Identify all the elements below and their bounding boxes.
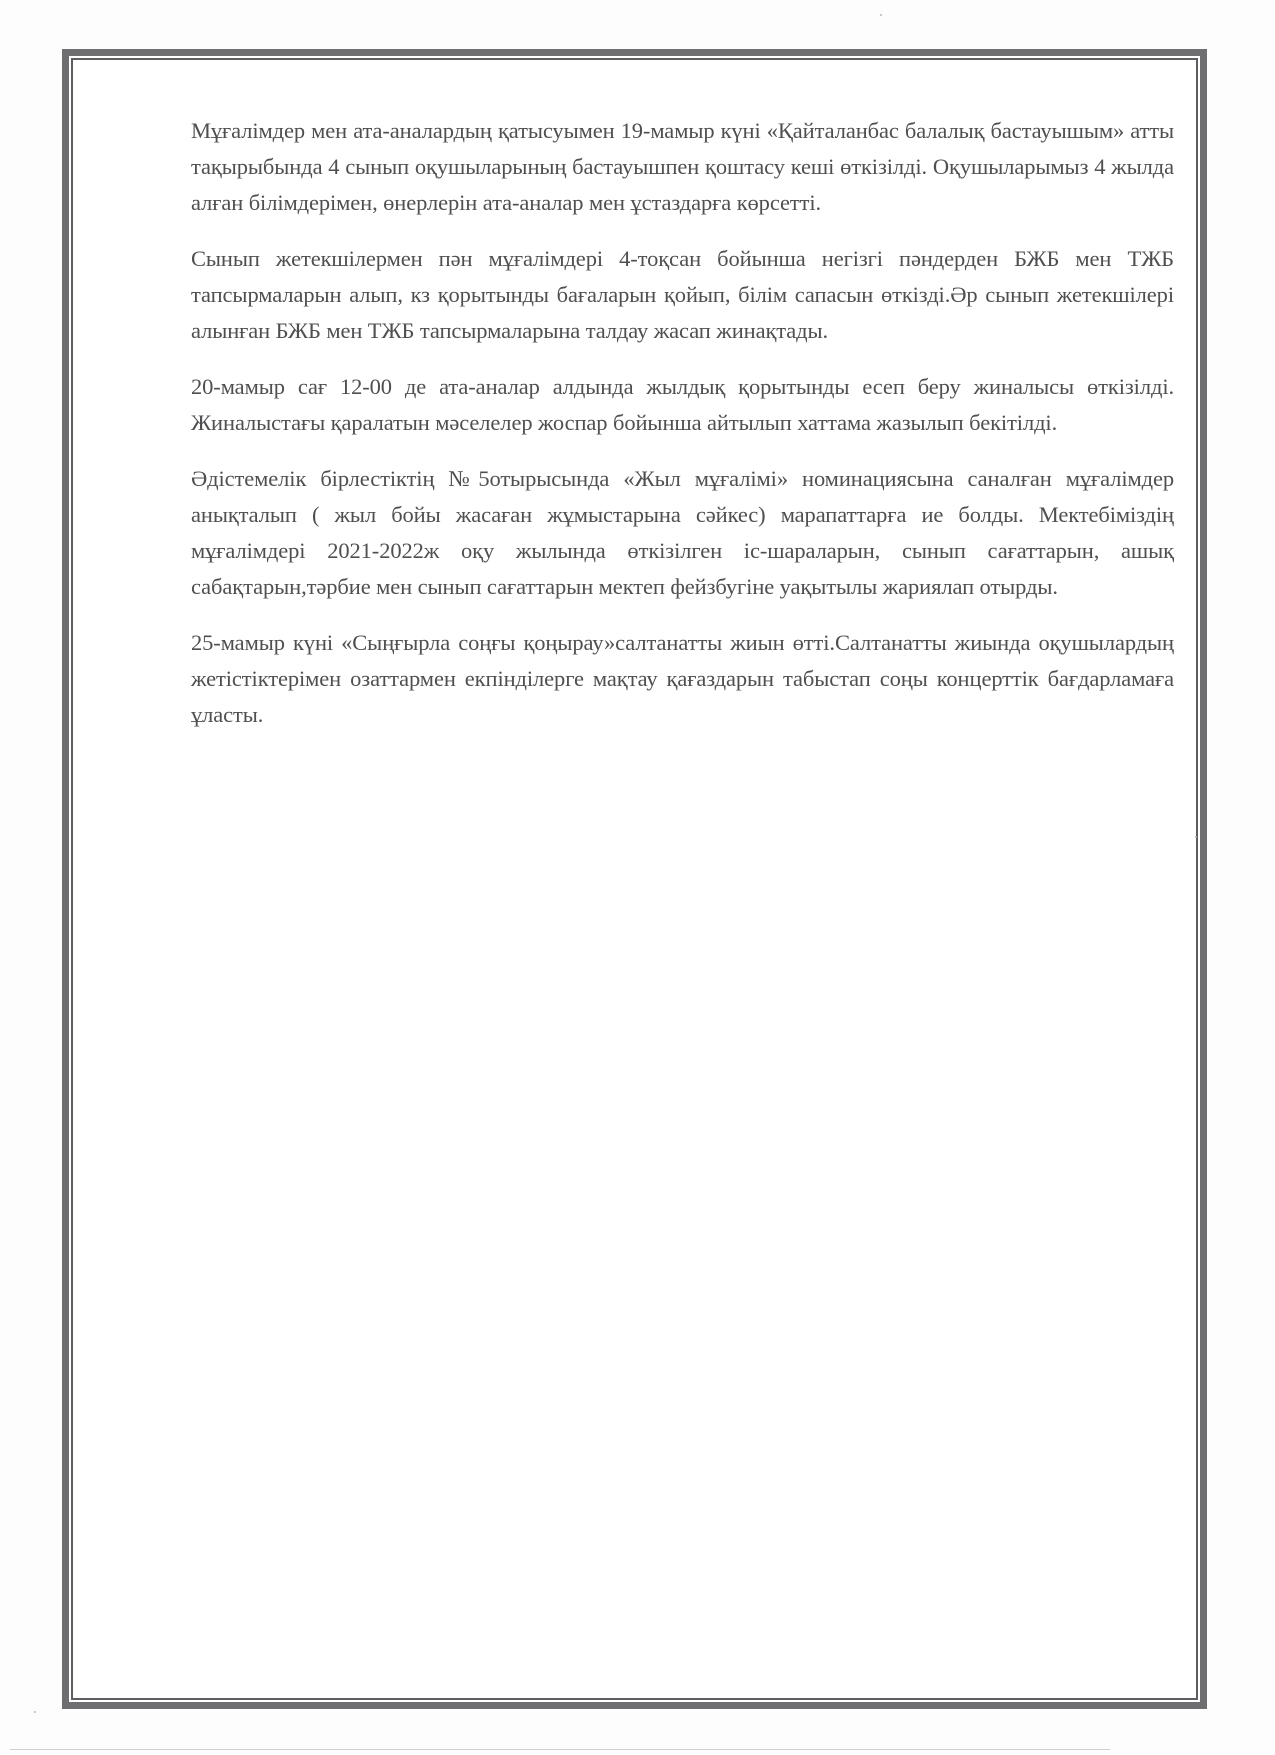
paragraph-last-bell: 25-мамыр күні «Сыңғырла соңғы қоңырау»салтанатты жиын өтті.Салтанатты жиында оқушылардың жетістіктерімен озаттармен екпінділерге мақтау қағаздарын табыстап соңы концерттік бағдарламаға ұласты. bbox=[191, 630, 1174, 727]
scan-speck bbox=[34, 1711, 36, 1713]
paragraph-assessment-tasks: Сынып жетекшілермен пән мұғалімдері 4-тоқсан бойынша негізгі пәндерден БЖБ мен ТЖБ тапсырмаларын алып, кз қорытынды бағаларын қойып, білім сапасын өткізді.Әр сынып жетекшілері алынған БЖБ мен ТЖБ тапсырмаларына талдау жасап жинақтады. bbox=[191, 246, 1174, 343]
scan-edge-line bbox=[10, 1749, 1110, 1750]
scan-speck bbox=[1195, 836, 1197, 838]
paragraph-teacher-of-year: Әдістемелік бірлестіктің №5отырысында «Жыл мұғалімі» номинациясына саналған мұғалімдер анықталып ( жыл бойы жасаған жұмыстарына сәйкес) марапаттарға ие болды. Мектебіміздің мұғалімдері 2021-2022ж оқу жылында өткізілген іс-шараларын, сынып сағаттарын, ашық сабақтарын,тәрбие мен сынып сағаттарын мектеп фейзбугіне уақытылы жариялап отырды. bbox=[191, 466, 1174, 599]
scan-speck bbox=[880, 14, 882, 16]
document-body bbox=[191, 113, 1174, 753]
paragraph-farewell-evening: Мұғалімдер мен ата-аналардың қатысуымен 19-мамыр күні «Қайталанбас балалық бастауышым» атты тақырыбында 4 сынып оқушыларының бастауышпен қоштасу кеші өткізілді. Оқушыларымыз 4 жылда алған білімдерімен, өнерлерін ата-аналар мен ұстаздарға көрсетті. bbox=[191, 118, 1174, 215]
paragraph-parents-meeting: 20-мамыр сағ 12-00 де ата-аналар алдында жылдық қорытынды есеп беру жиналысы өткізілді. Жиналыстағы қаралатын мәселелер жоспар бойынша айтылып хаттама жазылып бекітілді. bbox=[191, 374, 1174, 435]
